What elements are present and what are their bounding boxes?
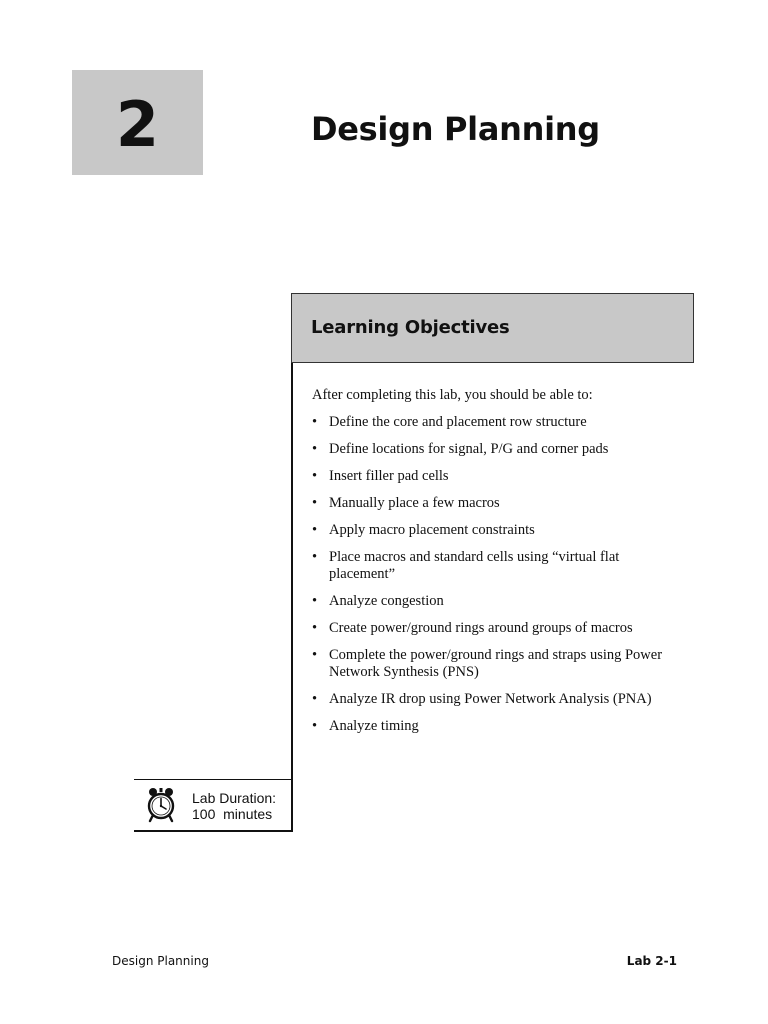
chapter-title: Design Planning — [311, 110, 600, 148]
footer-document-title: Design Planning — [112, 954, 209, 968]
objective-item — [312, 620, 682, 637]
objective-text: Analyze congestion — [329, 593, 444, 609]
bullet-marker: • — [312, 718, 318, 734]
objective-text: Apply macro placement constraints — [329, 522, 535, 538]
bullet-marker: • — [312, 620, 318, 636]
objective-item — [312, 549, 682, 583]
chapter-number-box — [72, 70, 203, 175]
objective-text: Create power/ground rings around groups of macros — [329, 620, 633, 636]
objective-item — [312, 441, 682, 458]
objective-item — [312, 468, 682, 485]
objectives-vertical-rule — [291, 363, 293, 832]
objective-text: Complete the power/ground rings and straps using Power Network Synthesis (PNS) — [329, 647, 663, 680]
objectives-intro: After completing this lab, you should be able to: — [312, 387, 593, 403]
alarm-clock-icon — [146, 786, 176, 824]
objectives-list — [312, 414, 682, 745]
footer-page-number: Lab 2-1 — [626, 954, 677, 968]
objective-item — [312, 593, 682, 610]
learning-objectives-header — [291, 293, 694, 363]
objective-text: Place macros and standard cells using “virtual flat placement” — [329, 549, 620, 582]
duration-top-rule — [134, 779, 293, 780]
objective-item — [312, 691, 682, 708]
objective-text: Define the core and placement row structure — [329, 414, 587, 430]
objective-item — [312, 647, 682, 681]
chapter-number: 2 — [115, 87, 160, 161]
bullet-marker: • — [312, 441, 318, 457]
bullet-marker: • — [312, 691, 318, 707]
objective-item — [312, 414, 682, 431]
learning-objectives-heading: Learning Objectives — [311, 317, 510, 338]
objective-text: Manually place a few macros — [329, 495, 500, 511]
objective-item — [312, 522, 682, 539]
bullet-marker: • — [312, 647, 318, 663]
objective-item — [312, 495, 682, 512]
bullet-marker: • — [312, 593, 318, 609]
objective-text: Analyze timing — [329, 718, 419, 734]
objective-item — [312, 718, 682, 735]
objective-text: Analyze IR drop using Power Network Analysis (PNA) — [329, 691, 652, 707]
objective-text: Define locations for signal, P/G and corner pads — [329, 441, 609, 457]
lab-duration-value: 100 minutes — [192, 806, 273, 822]
bullet-marker: • — [312, 414, 318, 430]
bullet-marker: • — [312, 549, 318, 565]
duration-bottom-rule — [134, 830, 293, 832]
bullet-marker: • — [312, 522, 318, 538]
bullet-marker: • — [312, 495, 318, 511]
bullet-marker: • — [312, 468, 318, 484]
objective-text: Insert filler pad cells — [329, 468, 449, 484]
lab-duration-label: Lab Duration: — [192, 790, 277, 806]
